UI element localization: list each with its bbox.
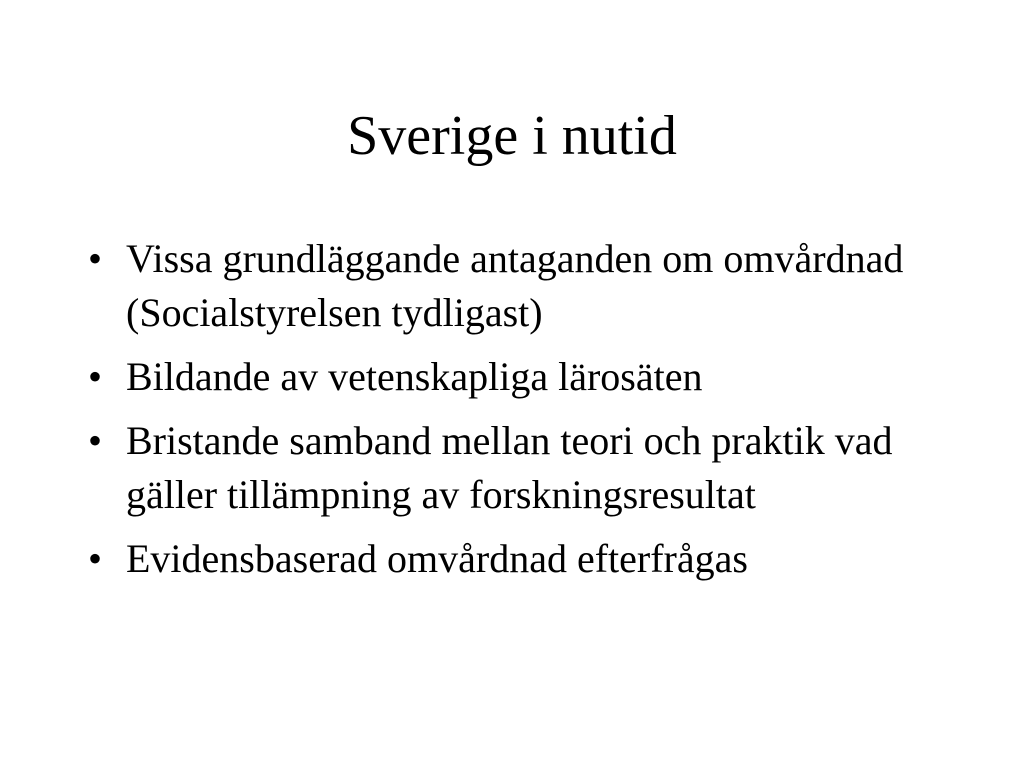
bullet-text: Vissa grundläggande antaganden om omvårdnad (Socialstyrelsen tydligast) [126,236,904,335]
bullet-list [88,232,968,596]
bullet-icon: • [88,418,103,463]
bullet-icon: • [88,236,103,281]
bullet-item [88,232,968,340]
bullet-item [88,532,968,586]
bullet-text: Evidensbaserad omvårdnad efterfrågas [126,536,748,581]
bullet-text: Bildande av vetenskapliga lärosäten [126,354,703,399]
bullet-text: Bristande samband mellan teori och praktik vad gäller tillämpning av forskningsresultat [126,418,893,517]
bullet-item [88,414,968,522]
bullet-icon: • [88,354,103,399]
bullet-item [88,350,968,404]
slide-title: Sverige i nutid [347,105,677,167]
bullet-icon: • [88,536,103,581]
